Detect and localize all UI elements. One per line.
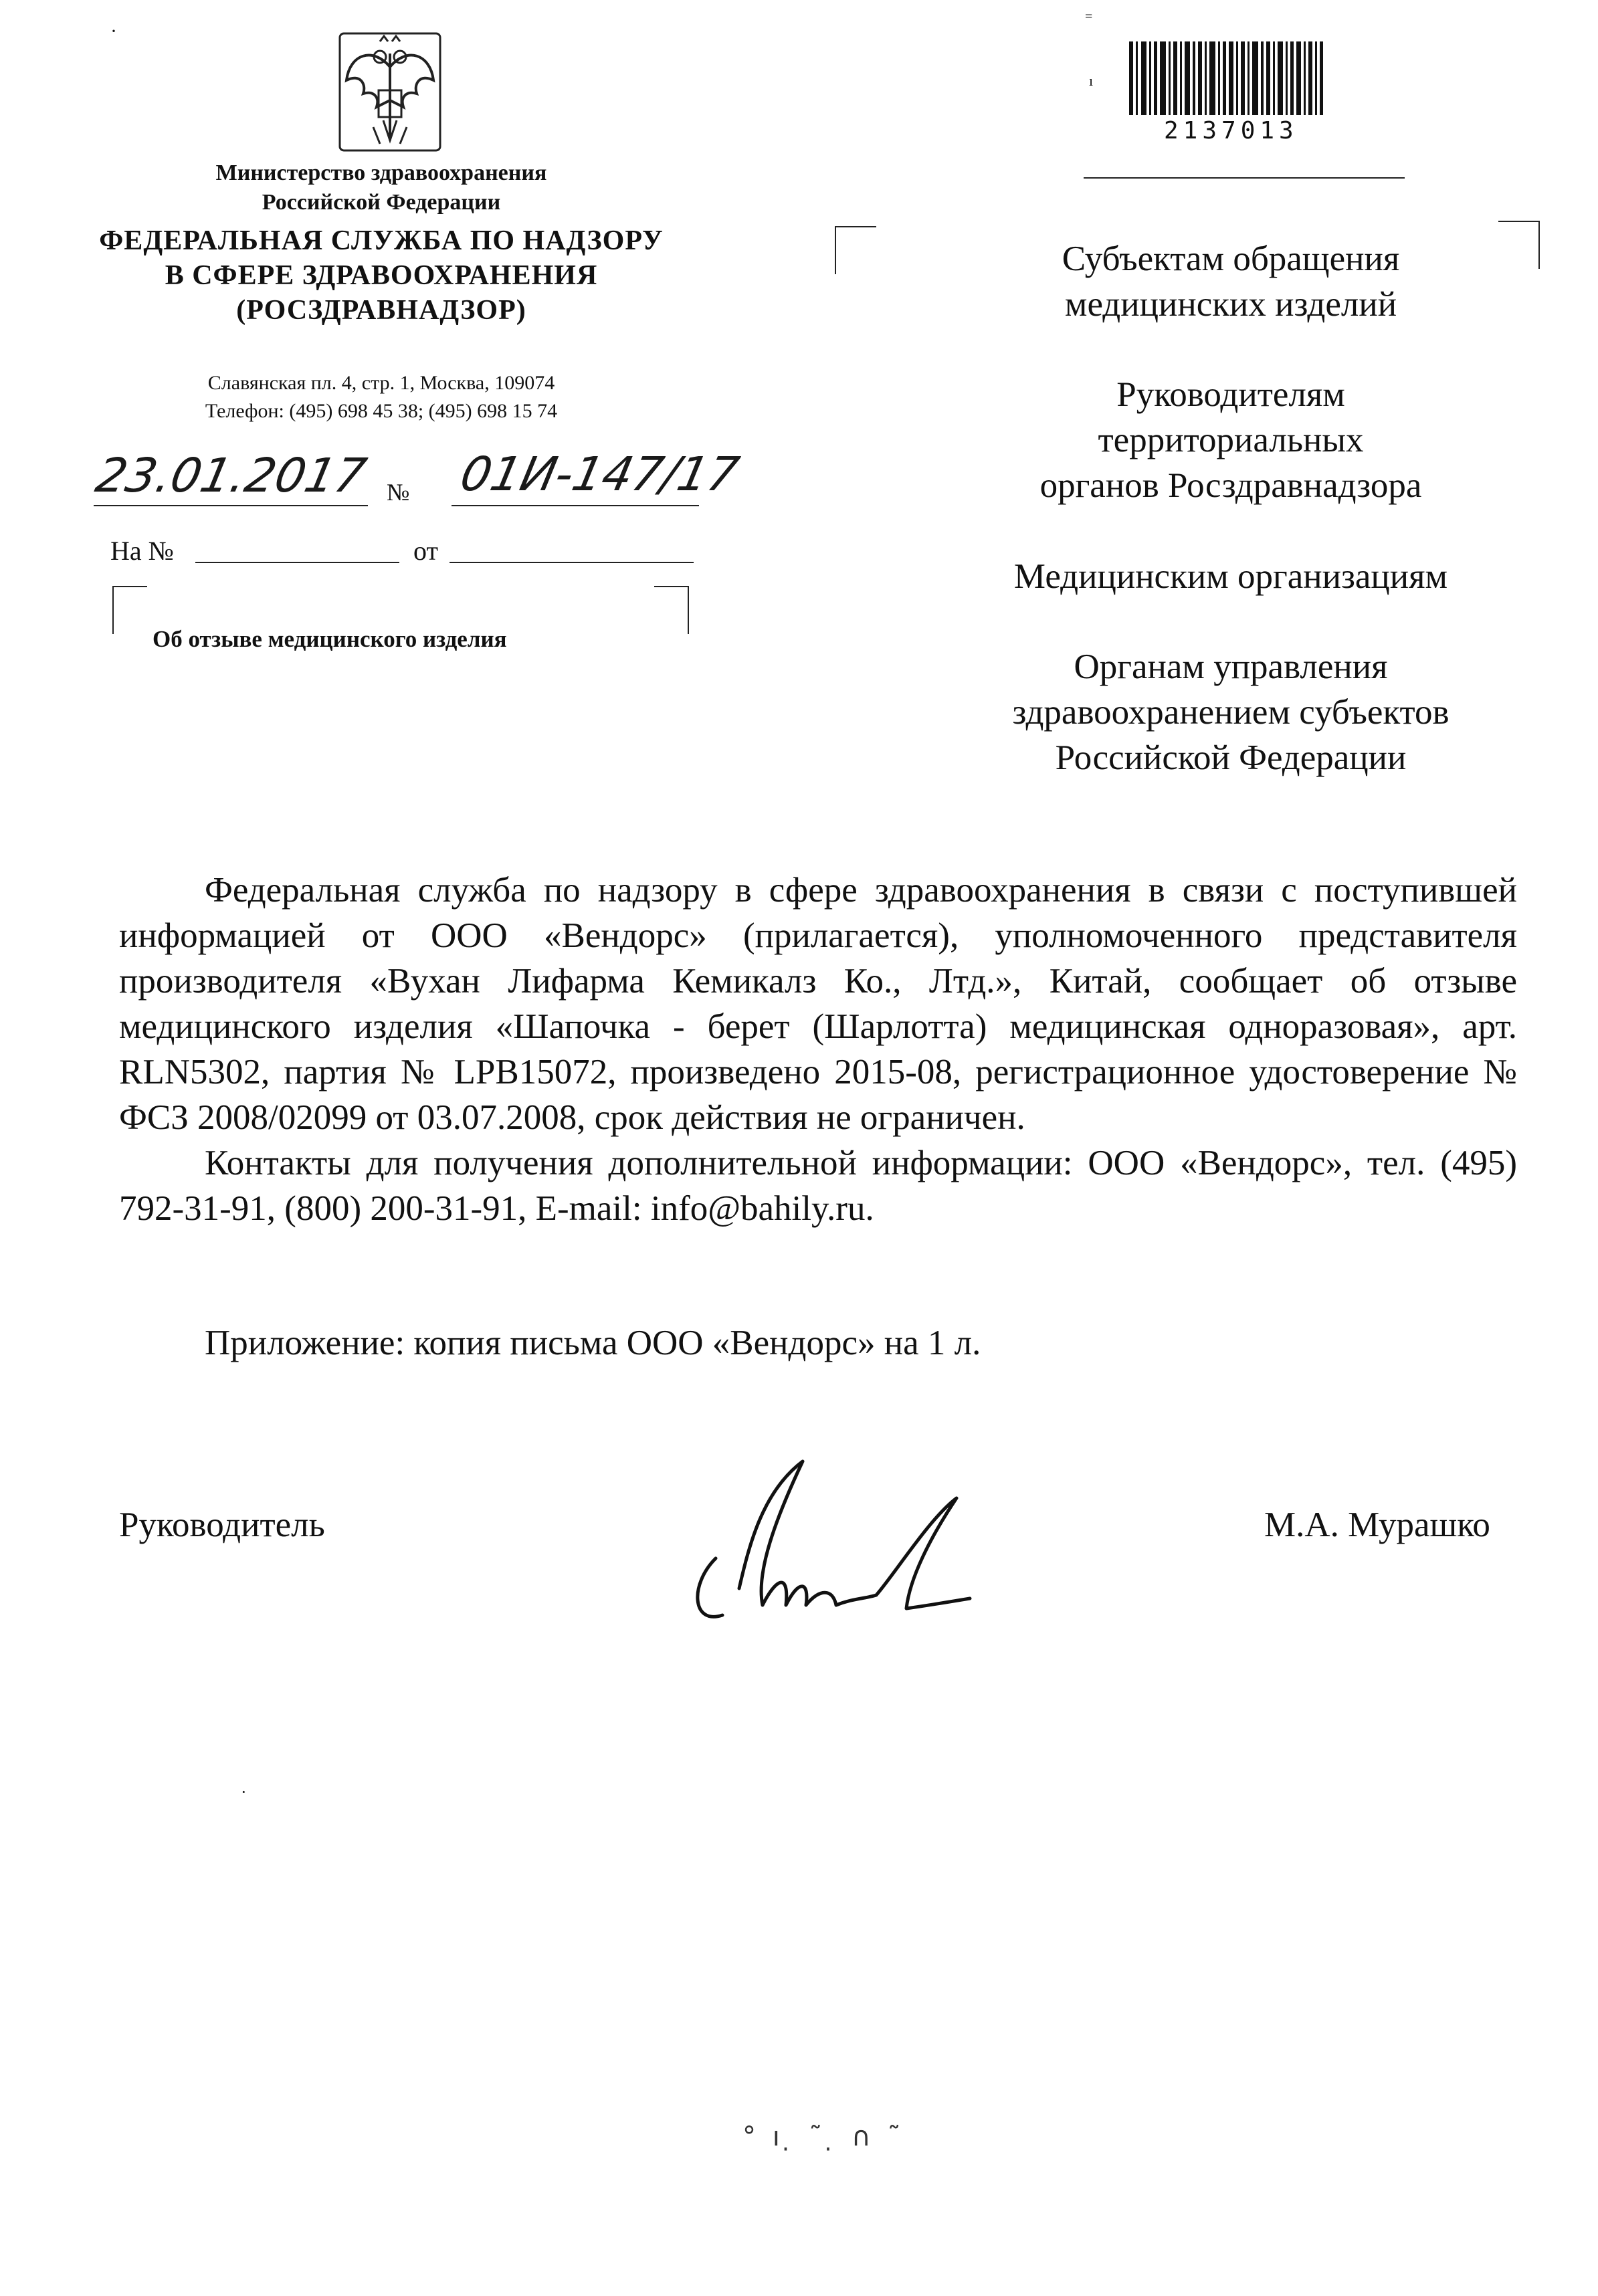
registration-number: 01И-147/17 [456,447,744,502]
addressee-corner-left [835,226,876,274]
service-name-line-3: (РОСЗДРАВНАДЗОР) [236,295,526,326]
subject-corner-left [112,586,147,634]
body-paragraph: Федеральная служба по надзору в сфере здравоохранения в связи с поступившей информацией от ООО «Вендорс» (прилагается), уполномоченного представителя производителя «Вухан Лифарма Кемикалз Ко., Лтд.», Китай, сообщает об отзыве медицинского изделия «Шапочка - берет (Шарлотта) медицинская одноразовая», арт. RLN5302, партия № LPB15072, произведено 2015-08, регистрационное удостоверение № ФСЗ 2008/02099 от 03.07.2008, срок действия не ограничен. [119,871,1517,1137]
ministry-line-2: Российской Федерации [262,190,501,215]
reference-date-blank [450,562,694,563]
reference-number-blank [195,562,399,563]
subject-corner-right [654,586,689,634]
registration-number-label: № [387,479,410,506]
addressee-line: Субъектам обращения [1062,239,1400,278]
service-name-line-1: ФЕДЕРАЛЬНАЯ СЛУЖБА ПО НАДЗОРУ [99,225,664,256]
service-name-line-2: В СФЕРЕ ЗДРАВООХРАНЕНИЯ [165,260,598,291]
registration-number-underline [452,505,699,506]
scan-speck: ı [1089,72,1094,89]
barcode-number: 2137013 [1164,117,1298,144]
barcode-underline [1084,177,1405,179]
handwritten-signature-icon [676,1445,990,1639]
attachment-note: Приложение: копия письма ООО «Вендорс» на 1 л. [205,1324,981,1362]
reference-date-label: от [413,536,438,566]
scan-speck: · [110,20,117,42]
addressee-line: медицинских изделий [1064,285,1397,324]
service-phone: Телефон: (495) 698 45 38; (495) 698 15 74 [205,400,558,422]
addressee-block [910,644,1552,780]
registration-date-underline [94,505,368,506]
registration-date: 23.01.2017 [91,448,371,503]
addressee-block [910,554,1552,599]
ministry-line-1: Министерство здравоохранения [215,161,547,185]
scan-speck: · [241,1782,247,1802]
addressee-line: органов Росздравнадзора [1039,466,1422,505]
letter-subject: Об отзыве медицинского изделия [153,626,507,652]
addressee-line: Органам управления [1074,647,1388,686]
coat-of-arms-icon [326,27,454,161]
reference-number-label: На № [110,536,174,566]
addressee-block [910,372,1552,508]
body-paragraph: Контакты для получения дополнительной информации: ООО «Вендорс», тел. (495) 792-31-91, (800) 200-31-91, E-mail: info@bahily.ru. [119,1144,1517,1228]
addressee-block [910,236,1552,327]
scan-artifact: ° ı ̣ ˜ ̣ ∩ ˜ [742,2121,905,2152]
service-address: Славянская пл. 4, стр. 1, Москва, 109074 [207,372,555,394]
addressee-line: здравоохранением субъектов [1012,693,1450,732]
signatory-name: М.А. Мурашко [1264,1505,1490,1544]
scan-speck: = [1085,9,1093,24]
addressee-line: Руководителям [1116,375,1345,414]
letter-body [119,867,1517,1231]
addressee-line: Медицинским организациям [1013,557,1448,596]
addressee-line: Российской Федерации [1055,738,1407,777]
signatory-title: Руководитель [119,1505,325,1544]
addressee-line: территориальных [1098,421,1364,459]
